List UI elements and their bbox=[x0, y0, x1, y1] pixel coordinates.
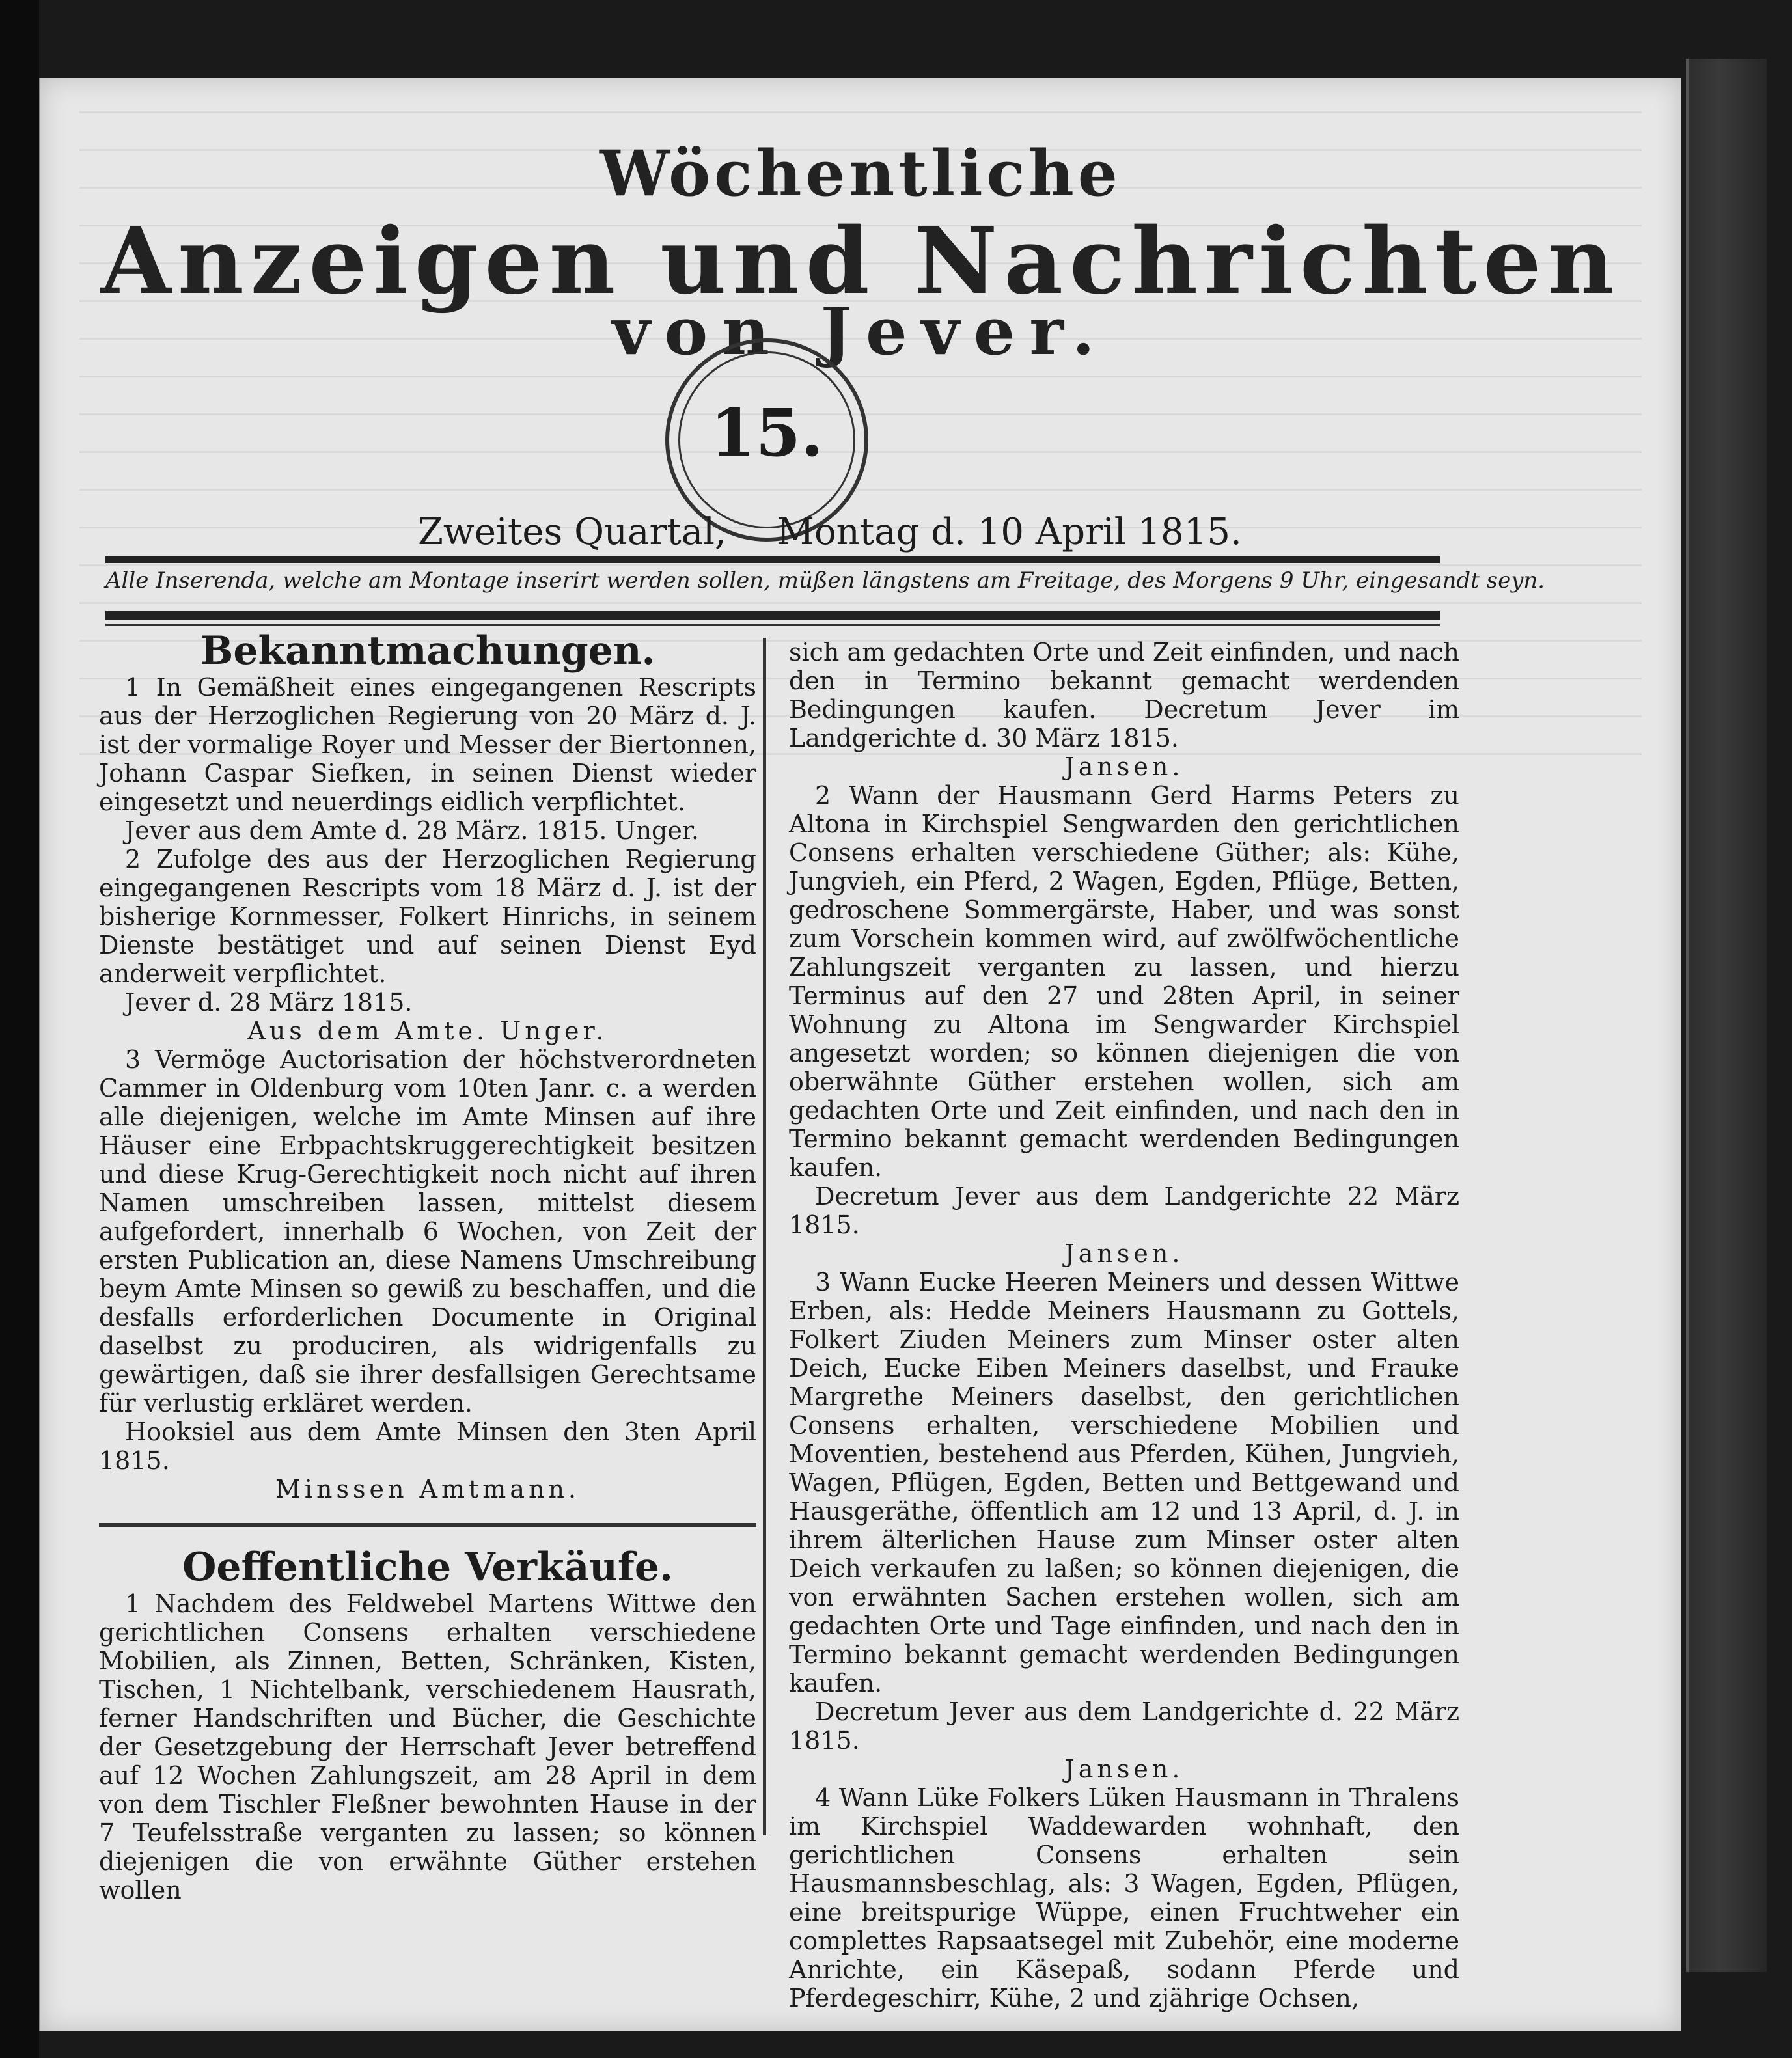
scan-background bbox=[0, 0, 39, 2058]
announcement-2: 2 Zufolge des aus der Herzoglichen Regierung eingegangenen Rescripts vom 18 März d. J. ist der bisherige Kornmesser, Folkert Hinrichs, in seinem Dienste bestätiget und auf seinen Dienst Eyd anderweit verpflichtet. bbox=[99, 845, 756, 988]
sale-2: 2 Wann der Hausmann Gerd Harms Peters zu Altona in Kirchspiel Sengwarden den gerichtlichen Consens erhalten verschiedene Güther; als: Kühe, Jungvieh, ein Pferd, 2 Wagen, Egden, Pflüge, Betten, gedroschene Sommergärste, Haber, und was sonst zum Vorschein kommen wird, auf zwölfwöchentliche Zahlungszeit verganten zu lassen, und hierzu Terminus auf den 27 und 28ten April, in seiner Wohnung zu Altona im Sengwarder Kirchspiel angesetzt worden; so können diejenigen die von oberwähnte Güther erstehen wollen, sich am gedachten Orte und Zeit einfinden, und nach den in Termino bekannt gemacht werdenden Bedingungen kaufen. bbox=[789, 781, 1459, 1182]
announcement-1: 1 In Gemäßheit eines eingegangenen Rescripts aus der Herzoglichen Regierung von 20 März d. J. ist der vormalige Royer und Messer der Biertonnen, Johann Caspar Siefken, in seinen Dienst wieder eingesetzt und neuerdings eidlich verpflichtet. bbox=[99, 673, 756, 816]
dateline bbox=[418, 511, 1329, 553]
issue-number: 15. bbox=[710, 394, 823, 471]
sale-3: 3 Wann Eucke Heeren Meiners und dessen Wittwe Erben, als: Hedde Meiners Hausmann zu Gottels, Folkert Ziuden Meiners zum Minser oster alten Deich, Eucke Eiben Meiners daselbst, und Frauke Margrethe Meiners daselbst, den gerichtlichen Consens erhalten, verschiedene Mobilien und Moventien, bestehend aus Pferden, Kühen, Jungvieh, Wagen, Pflügen, Egden, Betten und Bettgewand und Hausgeräthe, öffentlich am 12 und 13 April, d. J. in ihrem älterlichen Hause zum Minser oster alten Deich verkaufen zu laßen; so können diejenigen, die von erwähnten Sachen erstehen wollen, sich am gedachten Orte und Tage einfinden, und nach den in Termino bekannt gemacht werdenden Bedingungen kaufen. bbox=[789, 1268, 1459, 1697]
left-column bbox=[99, 628, 756, 1904]
masthead-line-2: Anzeigen und Nachrichten bbox=[100, 208, 1621, 315]
sale-3-signature: Jansen. bbox=[1064, 1755, 1184, 1783]
right-column bbox=[789, 638, 1459, 2012]
sale-1-continued: sich am gedachten Orte und Zeit einfinden, und nach den in Termino bekannt gemacht werdenden Bedingungen kaufen. Decretum Jever im Landgerichte d. 30 März 1815. bbox=[789, 638, 1459, 752]
submission-notice: Alle Inserenda, welche am Montage inserirt werden sollen, müßen längstens am Freitage, des Morgens 9 Uhr, eingesandt seyn. bbox=[105, 568, 1545, 594]
section-heading-sales: Oeffentliche Verkäufe. bbox=[182, 1544, 673, 1590]
section-heading-announcements: Bekanntmachungen. bbox=[200, 628, 655, 674]
masthead-line-1: Wöchentliche bbox=[600, 137, 1122, 210]
column-divider bbox=[763, 638, 766, 1835]
issue-date: Montag d. 10 April 1815. bbox=[777, 511, 1242, 553]
section-separator bbox=[99, 1523, 756, 1527]
sale-4: 4 Wann Lüke Folkers Lüken Hausmann in Thralens im Kirchspiel Waddewarden wohnhaft, den gerichtlichen Consens erhalten sein Hausmannsbeschlag, als: 3 Wagen, Egden, Pflügen, eine breitspurige Wüppe, einen Fruchtweher ein complettes Rapsaatsegel mit Zubehör, eine moderne Anrichte, ein Käsepaß, sodann Pferde und Pferdegeschirr, Kühe, 2 und zjährige Ochsen, bbox=[789, 1783, 1459, 2012]
sale-1: 1 Nachdem des Feldwebel Martens Wittwe den gerichtlichen Consens erhalten verschiedene Mobilien, als Zinnen, Betten, Schränken, Kisten, Tischen, 1 Nichtelbank, verschiedenem Hausrath, ferner Handschriften und Bücher, die Geschichte der Gesetzgebung der Herrschaft Jever betreffend auf 12 Wochen Zahlungszeit, am 28 April in dem von dem Tischler Fleßner bewohnten Hause in der 7 Teufelsstraße verganten zu lassen; so können diejenigen die von erwähnte Güther erstehen wollen bbox=[99, 1589, 756, 1904]
announcement-3-date: Hooksiel aus dem Amte Minsen den 3ten April 1815. bbox=[99, 1418, 756, 1475]
announcement-3-signature: Minssen Amtmann. bbox=[275, 1475, 581, 1503]
announcement-2-signature: Aus dem Amte. Unger. bbox=[247, 1017, 608, 1045]
sale-2-date: Decretum Jever aus dem Landgerichte 22 März 1815. bbox=[789, 1182, 1459, 1239]
top-rule bbox=[105, 556, 1440, 563]
sale-1-signature: Jansen. bbox=[1064, 752, 1184, 781]
announcement-2-date: Jever d. 28 März 1815. bbox=[125, 988, 413, 1017]
sale-2-signature: Jansen. bbox=[1064, 1239, 1184, 1268]
newspaper-page bbox=[39, 78, 1681, 2031]
sale-3-date: Decretum Jever aus dem Landgerichte d. 22 März 1815. bbox=[789, 1697, 1459, 1755]
announcement-3: 3 Vermöge Auctorisation der höchstverordneten Cammer in Oldenburg vom 10ten Janr. c. a werden alle diejenigen, welche im Amte Minsen auf ihre Häuser eine Erbpachtskruggerechtigkeit besitzen und diese Krug-Gerechtigkeit noch nicht auf ihren Namen umschreiben lassen, mittelst diesem aufgefordert, innerhalb 6 Wochen, von Zeit der ersten Publication an, diese Namens Umschreibung beym Amte Minsen so gewiß zu beschaffen, und die desfalls erforderlichen Documente in Original daselbst zu produciren, als widrigenfalls zu gewärtigen, daß sie ihrer desfallsigen Gerechtsame für verlustig erkläret werden. bbox=[99, 1045, 756, 1418]
header-rule-thin bbox=[105, 624, 1440, 626]
header-rule bbox=[105, 611, 1440, 620]
quarter-label: Zweites Quartal, bbox=[418, 511, 726, 553]
announcement-1-signature: Jever aus dem Amte d. 28 März. 1815. Unger. bbox=[125, 816, 699, 845]
masthead-line-3: von Jever. bbox=[612, 293, 1109, 370]
book-binding bbox=[1686, 59, 1767, 1972]
